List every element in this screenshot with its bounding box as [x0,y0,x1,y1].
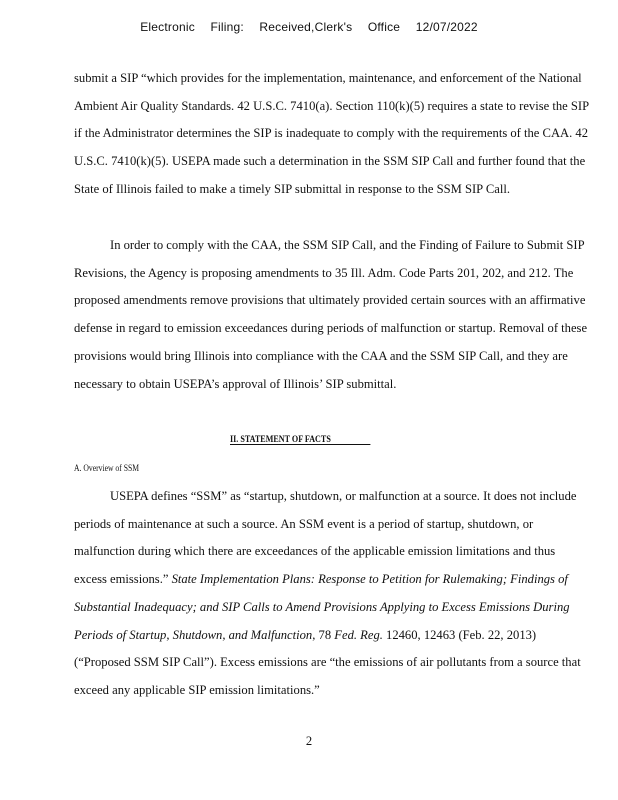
paragraph-continuation: submit a SIP “which provides for the implementation, maintenance, and enforcement of the National Ambient Air Quality Standards. 42 U.S.C. 7410(a). Section 110(k)(5) requires a state to revise the SIP if the Administrator determines the SIP is inadequate to comply with the requirements of the CAA. 42 U.S.C. 7410(k)(5). USEPA made such a determination in the SSM SIP Call and further found that the State of Illinois failed to make a timely SIP submittal in response to the SSM SIP Call. [74,71,589,196]
filing-header [0,20,618,34]
header-date: 12/07/2022 [415,20,478,34]
fed-reg-abbrev: Fed. Reg. [334,627,383,642]
citation-volume: , 78 [312,627,332,642]
paragraph-ssm-definition [74,483,590,705]
section-heading: II. STATEMENT OF FACTS [230,434,370,445]
ssm-definition-text: USEPA defines “SSM” as “startup, shutdown, or malfunction at a source. It does not include periods of maintenance at such a source. An SSM event is a period of startup, shutdown, or malfunction during which there are exceedances of the applicable emission limitations and thus excess emissions.” [74,489,577,587]
header-received-clerks: Received,Clerk's [259,20,353,34]
excess-emissions-text: 12460, 12463 (Feb. 22, 2013) (“Proposed SSM SIP Call”). Excess emissions are “the emissions of air pollutants from a source that exceed any applicable SIP emission limitations.” [74,627,581,697]
header-filing: Filing: [210,20,244,34]
paragraph-compliance: In order to comply with the CAA, the SSM SIP Call, and the Finding of Failure to Submit SIP Revisions, the Agency is proposing amendments to 35 Ill. Adm. Code Parts 201, 202, and 212. The proposed amendments remove provisions that ultimately provided certain sources with an affirmative defense in regard to emission exceedances during periods of malfunction or startup. Removal of these provisions would bring Illinois into compliance with the CAA and the SSM SIP Call, and they are necessary to obtain USEPA’s approval of Illinois’ SIP submittal. [74,238,588,391]
header-office: Office [367,20,401,34]
subsection-heading: A. Overview of SSM [74,463,140,473]
header-electronic: Electronic [140,20,195,34]
federal-register-citation: State Implementation Plans: Response to Petition for Rulemaking; Findings of Substantial Inadequacy; and SIP Calls to Amend Provisions Applying to Excess Emissions During Periods of Startup, Shutdown, and Malfunction [74,572,570,642]
page-number: 2 [305,734,313,748]
